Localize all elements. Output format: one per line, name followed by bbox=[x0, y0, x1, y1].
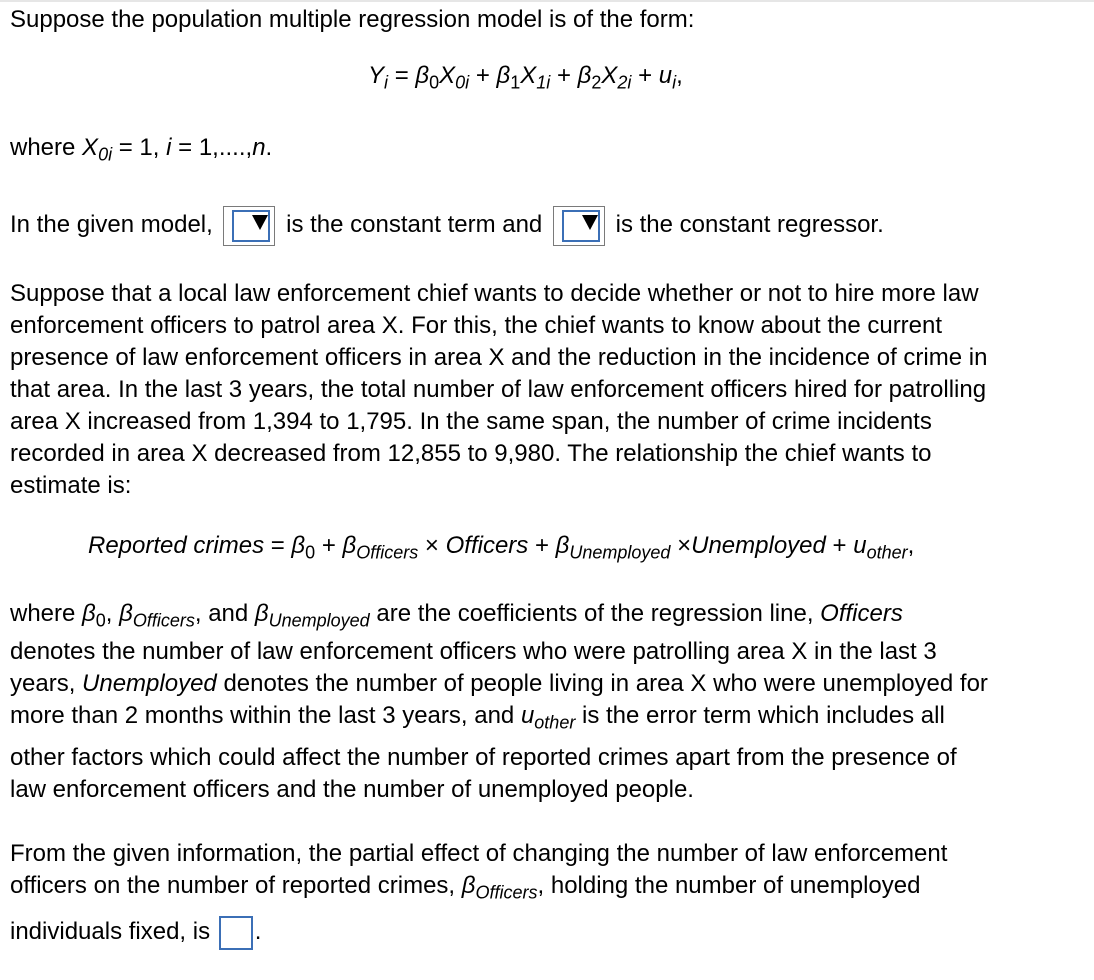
scenario-line: estimate is: bbox=[10, 472, 132, 499]
scenario-line: Suppose that a local law enforcement chief wants to decide whether or not to hire more law bbox=[10, 280, 979, 307]
given-model-line: In the given model, is the constant term and is the constant regressor. bbox=[10, 205, 884, 246]
constant-regressor-dropdown[interactable] bbox=[553, 206, 605, 246]
scenario-line: recorded in area X decreased from 12,855 to 9,980. The relationship the chief wants to bbox=[10, 440, 932, 467]
intro-text: Suppose the population multiple regression model is of the form: bbox=[10, 6, 695, 33]
population-model-equation: $Y_i = \beta_0X_{0i} + \beta_1X_{1i} + \beta_2X_{2i} + u_i$, bbox=[368, 62, 683, 93]
scenario-line: enforcement officers to patrol area X. For this, the chief wants to know about the current bbox=[10, 312, 943, 339]
reported-crimes-equation: Reported crimes = $\beta_0 + \beta_{Officers}$ × Officers + $\beta_{Unemployed}$ ×Unemployed + $u_{other}$, bbox=[88, 532, 915, 563]
top-divider bbox=[0, 0, 1094, 2]
partial-effect-paragraph: From the given information, the partial effect of changing the number of law enforcement officers on the number of reported crimes, $\beta_{Officers}$, holding the number of unemployed individuals fixed, is . bbox=[10, 838, 947, 952]
scenario-line: area X increased from 1,394 to 1,795. In the same span, the number of crime incidents bbox=[10, 408, 932, 435]
partial-effect-answer-input[interactable] bbox=[219, 916, 253, 950]
scenario-line: that area. In the last 3 years, the total number of law enforcement officers hired for patrolling bbox=[10, 376, 987, 403]
chevron-down-icon bbox=[252, 215, 268, 230]
constant-term-dropdown[interactable] bbox=[223, 206, 275, 246]
scenario-line: presence of law enforcement officers in area X and the reduction in the incidence of crime in bbox=[10, 344, 988, 371]
scenario-paragraph bbox=[10, 278, 987, 502]
coefficients-paragraph: where $\beta_0$, $\beta_{Officers}$, and $\beta_{Unemployed}$ are the coefficients of the regression line, Officers denotes the number of law enforcement officers who were patrolling area X in the last 3 years, Unemployed denotes the number of people living in area X who were unemployed for more than 2 months within the last 3 years, and $u_{other}$ is the error term which includes all other factors which could affect the number of reported crimes apart from the presence of law enforcement officers and the number of unemployed people. bbox=[10, 600, 988, 803]
chevron-down-icon bbox=[582, 215, 598, 230]
where-x0i-line: where $X_{0i} = 1$, i = 1,....,n. bbox=[10, 134, 273, 165]
